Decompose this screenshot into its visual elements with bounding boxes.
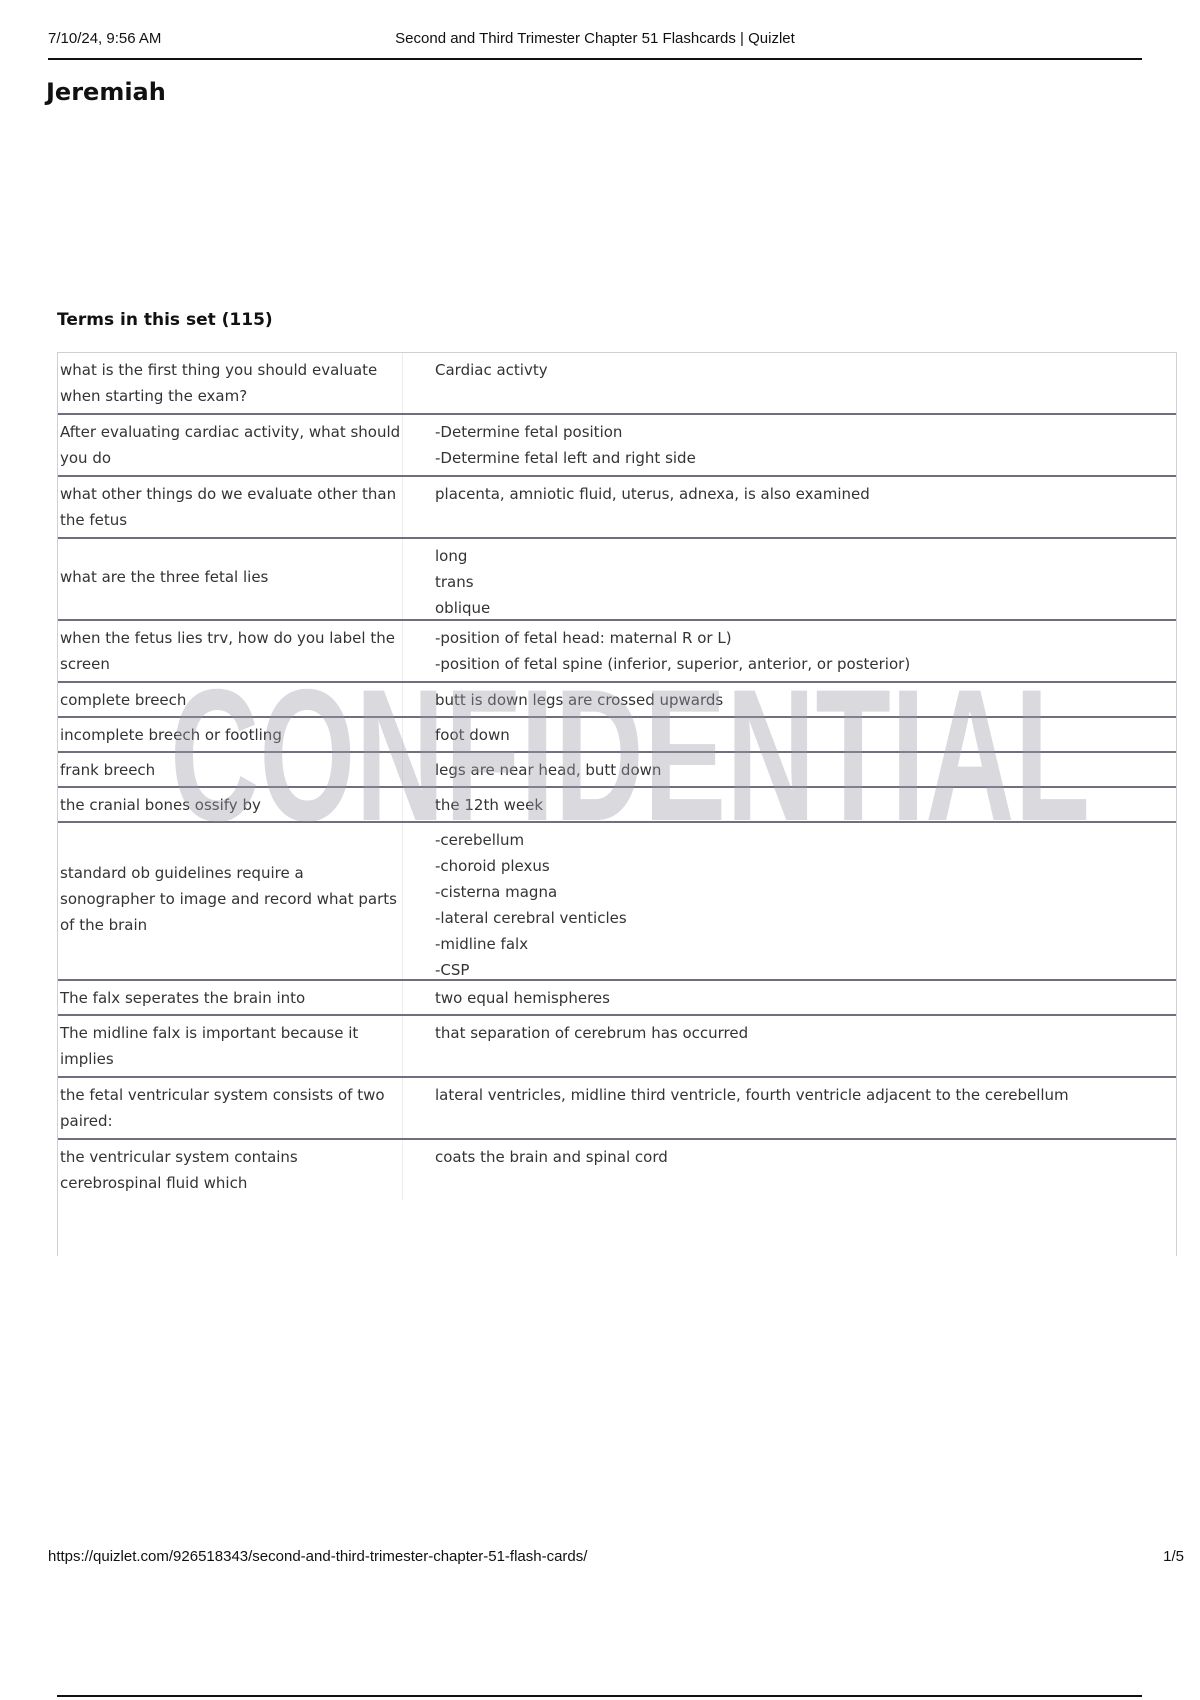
term-label: standard ob guidelines require a sonographer to image and record what parts of the brain bbox=[60, 864, 397, 934]
definition-line: the 12th week bbox=[435, 796, 544, 814]
definition-text bbox=[402, 753, 1176, 786]
definition-text bbox=[402, 353, 1176, 413]
print-date: 7/10/24, 9:56 AM bbox=[48, 30, 162, 47]
term-text bbox=[58, 415, 402, 475]
terms-heading: Terms in this set (115) bbox=[57, 310, 273, 330]
term-text bbox=[58, 788, 402, 821]
definition-line: two equal hemispheres bbox=[435, 989, 610, 1007]
term-label: what is the first thing you should evaluate when starting the exam? bbox=[60, 361, 378, 405]
definition-line: -position of fetal spine (inferior, superior, anterior, or posterior) bbox=[435, 655, 911, 673]
term-row bbox=[58, 1078, 1176, 1140]
definition-line: Cardiac activty bbox=[435, 361, 548, 379]
page-url: https://quizlet.com/926518343/second-and-third-trimester-chapter-51-flash-cards/ bbox=[48, 1548, 588, 1565]
term-label: incomplete breech or footling bbox=[60, 726, 282, 744]
definition-text bbox=[402, 788, 1176, 821]
definition-line: -CSP bbox=[435, 961, 470, 979]
term-row bbox=[58, 353, 1176, 415]
term-label: the fetal ventricular system consists of two paired: bbox=[60, 1086, 385, 1130]
term-label: the ventricular system contains cerebrospinal fluid which bbox=[60, 1148, 298, 1192]
term-text bbox=[58, 1016, 402, 1076]
term-row bbox=[58, 415, 1176, 477]
term-row bbox=[58, 683, 1176, 718]
definition-line: butt is down legs are crossed upwards bbox=[435, 691, 724, 709]
term-text bbox=[58, 353, 402, 413]
term-row bbox=[58, 788, 1176, 823]
definition-line: lateral ventricles, midline third ventricle, fourth ventricle adjacent to the cerebellum bbox=[435, 1086, 1069, 1104]
definition-line: -cerebellum bbox=[435, 831, 525, 849]
term-label: The midline falx is important because it implies bbox=[60, 1024, 359, 1068]
term-text bbox=[58, 683, 402, 716]
term-row bbox=[58, 1016, 1176, 1078]
definition-text bbox=[402, 823, 1176, 979]
term-text bbox=[58, 753, 402, 786]
term-text bbox=[58, 539, 402, 619]
definition-line: trans bbox=[435, 573, 474, 591]
document-title: Second and Third Trimester Chapter 51 Flashcards | Quizlet bbox=[395, 30, 795, 47]
bottom-rule bbox=[57, 1695, 1142, 1697]
term-text bbox=[58, 477, 402, 537]
definition-line: coats the brain and spinal cord bbox=[435, 1148, 668, 1166]
definition-line: -choroid plexus bbox=[435, 857, 550, 875]
term-row bbox=[58, 981, 1176, 1016]
terms-table bbox=[57, 352, 1177, 1256]
definition-line: that separation of cerebrum has occurred bbox=[435, 1024, 749, 1042]
definition-line: -Determine fetal position bbox=[435, 423, 623, 441]
term-row bbox=[58, 539, 1176, 621]
term-text bbox=[58, 1078, 402, 1138]
definition-text bbox=[402, 1140, 1176, 1200]
term-label: what are the three fetal lies bbox=[60, 568, 269, 586]
term-label: the cranial bones ossify by bbox=[60, 796, 261, 814]
term-row bbox=[58, 823, 1176, 981]
term-text bbox=[58, 823, 402, 979]
definition-line: -lateral cerebral venticles bbox=[435, 909, 627, 927]
definition-line: placenta, amniotic fluid, uterus, adnexa, is also examined bbox=[435, 485, 870, 503]
term-text bbox=[58, 621, 402, 681]
watermark-text: CONFIDENTIAL bbox=[170, 660, 1090, 860]
term-label: frank breech bbox=[60, 761, 156, 779]
term-text bbox=[58, 981, 402, 1014]
definition-text bbox=[402, 539, 1176, 619]
definition-line: -Determine fetal left and right side bbox=[435, 449, 696, 467]
definition-text bbox=[402, 981, 1176, 1014]
term-row bbox=[58, 753, 1176, 788]
term-label: when the fetus lies trv, how do you label the screen bbox=[60, 629, 395, 673]
user-name: Jeremiah bbox=[46, 78, 166, 106]
definition-text bbox=[402, 415, 1176, 475]
definition-text bbox=[402, 1016, 1176, 1076]
term-row bbox=[58, 718, 1176, 753]
page-number: 1/5 bbox=[1163, 1548, 1184, 1565]
definition-text bbox=[402, 621, 1176, 681]
term-label: complete breech bbox=[60, 691, 187, 709]
definition-text bbox=[402, 477, 1176, 537]
definition-line: foot down bbox=[435, 726, 510, 744]
term-text bbox=[58, 1140, 402, 1200]
definition-text bbox=[402, 1078, 1176, 1138]
definition-line: -cisterna magna bbox=[435, 883, 558, 901]
term-row bbox=[58, 1140, 1176, 1200]
term-text bbox=[58, 718, 402, 751]
definition-line: legs are near head, butt down bbox=[435, 761, 662, 779]
definition-line: long bbox=[435, 547, 468, 565]
definition-line: -midline falx bbox=[435, 935, 529, 953]
term-label: The falx seperates the brain into bbox=[60, 989, 306, 1007]
print-header bbox=[48, 28, 1142, 60]
definition-text bbox=[402, 683, 1176, 716]
term-row bbox=[58, 477, 1176, 539]
definition-line: oblique bbox=[435, 599, 491, 617]
term-row bbox=[58, 621, 1176, 683]
term-label: After evaluating cardiac activity, what should you do bbox=[60, 423, 401, 467]
definition-line: -position of fetal head: maternal R or L) bbox=[435, 629, 732, 647]
term-label: what other things do we evaluate other than the fetus bbox=[60, 485, 397, 529]
definition-text bbox=[402, 718, 1176, 751]
